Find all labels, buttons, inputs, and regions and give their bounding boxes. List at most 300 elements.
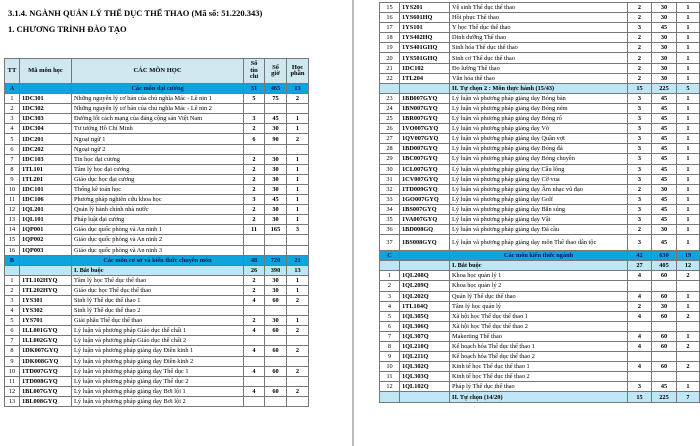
course-row <box>5 275 309 285</box>
course-row <box>5 225 309 235</box>
cell-code: 1YS401GHQ <box>400 43 450 53</box>
cell-code: 1BC007GYQ <box>400 154 450 164</box>
course-row <box>5 164 309 174</box>
cell-credits: 4 <box>628 331 652 341</box>
cell-credits: 2 <box>628 63 652 73</box>
cell-hours: 30 <box>265 275 287 285</box>
cell-hours: 60 <box>265 366 287 376</box>
cell-code: 1YS402HQ <box>400 33 450 43</box>
cell-modules: 21 <box>287 255 309 265</box>
cell-code: 1QL202Q <box>400 291 450 301</box>
cell-tt: 8 <box>5 346 20 356</box>
cell-hours: 45 <box>652 154 677 164</box>
cell-tt: 28 <box>380 144 400 154</box>
cell-credits: 2 <box>244 275 265 285</box>
course-row <box>380 382 700 392</box>
cell-code: 1YS501GHQ <box>400 53 450 63</box>
cell-code: 1QL208Q <box>400 271 450 281</box>
course-row <box>5 114 309 124</box>
cell-credits: 3 <box>628 134 652 144</box>
course-row <box>5 154 309 164</box>
cell-code: 1YS301 <box>20 295 72 305</box>
cell-hours: 30 <box>652 73 677 83</box>
cell-modules: 1 <box>677 225 700 235</box>
course-row <box>5 356 309 366</box>
cell-modules: 1 <box>677 144 700 154</box>
cell-credits: 2 <box>628 53 652 63</box>
cell-hours: 45 <box>652 164 677 174</box>
cell-code: 1QL307Q <box>400 331 450 341</box>
cell-code: 1QV007GYQ <box>400 134 450 144</box>
cell-code: 1LL001GYQ <box>20 326 72 336</box>
cell-course: Tư tưởng Hồ Chí Minh <box>72 124 244 134</box>
cell-tt: 10 <box>380 362 400 372</box>
cell-hours: 30 <box>652 184 677 194</box>
cell-credits: 4 <box>244 295 265 305</box>
course-row <box>5 124 309 134</box>
cell-course: Lý luận và phương pháp giảng dạy Bóng rổ <box>450 114 628 124</box>
cell-hours: 30 <box>652 13 677 23</box>
cell-tt: 5 <box>5 134 20 144</box>
cell-course: Lý luận và phương pháp giảng dạy Đá cầu <box>450 225 628 235</box>
cell-modules: 2 <box>287 94 309 104</box>
cell-modules: 2 <box>287 295 309 305</box>
cell-hours: 45 <box>652 124 677 134</box>
cell-modules <box>287 306 309 316</box>
cell-modules: 1 <box>677 63 700 73</box>
cell-tt: 34 <box>380 204 400 214</box>
header-code: Mã môn học <box>20 59 72 84</box>
cell-modules: 1 <box>287 114 309 124</box>
cell-course: II. Tự chọn (14/20) <box>450 392 628 402</box>
cell-modules: 2 <box>677 271 700 281</box>
cell-course: Những nguyên lý cơ bản của chủ nghĩa Mác - Lê nin 1 <box>72 94 244 104</box>
cell-modules: 1 <box>287 275 309 285</box>
cell-code: 1YS601HQ <box>400 13 450 23</box>
cell-code: 1CV007GYQ <box>400 174 450 184</box>
cell-modules: 2 <box>287 366 309 376</box>
course-row <box>380 214 700 224</box>
cell-hours <box>265 144 287 154</box>
subsection-row <box>380 261 700 271</box>
cell-hours: 45 <box>652 23 677 33</box>
cell-tt: 15 <box>5 235 20 245</box>
cell-code: 1YS302 <box>20 306 72 316</box>
cell-credits: 2 <box>244 154 265 164</box>
cell-tt <box>380 392 400 402</box>
cell-hours <box>265 235 287 245</box>
course-row <box>380 93 700 103</box>
cell-course: Lý luận và phương pháp giảng dạy Vật <box>450 214 628 224</box>
cell-credits <box>628 352 652 362</box>
page-divider <box>352 0 354 446</box>
cell-credits <box>244 376 265 386</box>
cell-modules: 1 <box>677 13 700 23</box>
course-row <box>5 306 309 316</box>
cell-code: 1DC106 <box>20 195 72 205</box>
course-row <box>5 104 309 114</box>
course-row <box>380 73 700 83</box>
cell-course: Lý luận và phương pháp giảng dạy Bắn súng <box>450 204 628 214</box>
cell-code: 1TD007GYQ <box>20 366 72 376</box>
cell-course: Lý luận và phương pháp giảng dạy Âm nhạc vũ đạo <box>450 184 628 194</box>
course-row <box>380 342 700 352</box>
cell-hours: 60 <box>652 271 677 281</box>
cell-credits: 2 <box>244 174 265 184</box>
course-row <box>380 164 700 174</box>
course-row <box>380 114 700 124</box>
cell-code <box>400 251 450 261</box>
course-row <box>5 235 309 245</box>
course-row <box>5 184 309 194</box>
cell-code: 1YS201 <box>400 3 450 13</box>
cell-code: 1QL306Q <box>400 321 450 331</box>
cell-tt: 11 <box>380 372 400 382</box>
cell-course: Lý luận và phương pháp giảng dạy Cầu lông <box>450 164 628 174</box>
cell-code: 1GO007GYQ <box>400 194 450 204</box>
cell-hours <box>265 396 287 406</box>
cell-credits: 15 <box>628 83 652 93</box>
cell-code: 1BN007GYQ <box>400 103 450 113</box>
cell-hours: 45 <box>265 114 287 124</box>
cell-tt <box>380 83 400 93</box>
course-row <box>380 144 700 154</box>
cell-modules: 1 <box>287 164 309 174</box>
course-row <box>5 396 309 406</box>
cell-tt <box>5 265 20 275</box>
cell-hours: 30 <box>265 174 287 184</box>
cell-tt: 5 <box>380 311 400 321</box>
cell-code: 1DC102 <box>400 63 450 73</box>
cell-modules: 2 <box>287 134 309 144</box>
cell-course: II. Tự chọn 2 : Môn thực hành (15/43) <box>450 83 628 93</box>
cell-tt: 10 <box>5 366 20 376</box>
cell-credits <box>628 321 652 331</box>
cell-hours: 405 <box>652 261 677 271</box>
cell-code: 1DC302 <box>20 104 72 114</box>
cell-modules: 1 <box>287 174 309 184</box>
section-heading: 3.1.4. NGÀNH QUẢN LÝ THỂ DỤC THỂ THAO (Mã số: 51.220.343) <box>8 8 263 18</box>
cell-hours: 30 <box>265 205 287 215</box>
course-row <box>5 336 309 346</box>
cell-code: 1TL204 <box>400 73 450 83</box>
cell-hours: 30 <box>652 3 677 13</box>
cell-course: Lý luận và phương pháp giảng dạy Bơi lội 1 <box>72 386 244 396</box>
course-row <box>5 295 309 305</box>
cell-hours <box>652 352 677 362</box>
cell-credits: 4 <box>244 386 265 396</box>
cell-modules <box>287 336 309 346</box>
cell-code: 1DC103 <box>20 154 72 164</box>
cell-course: Giáo dục quốc phòng và An ninh 1 <box>72 225 244 235</box>
table-header <box>5 59 309 84</box>
course-row <box>380 103 700 113</box>
cell-modules: 1 <box>287 195 309 205</box>
cell-course: Thống kê toán học <box>72 184 244 194</box>
cell-course: Các môn kiến thức ngành <box>450 251 628 261</box>
course-row <box>380 372 700 382</box>
cell-course: Giáo dục học đại cương <box>72 174 244 184</box>
cell-modules: 13 <box>287 265 309 275</box>
cell-tt: 6 <box>5 144 20 154</box>
cell-code: 1BL008GYQ <box>20 396 72 406</box>
cell-course: Lý luận và phương pháp giảng dạy Thể dục 2 <box>72 376 244 386</box>
cell-course: Quản lý hành chính nhà nước <box>72 205 244 215</box>
cell-tt: 12 <box>380 382 400 392</box>
cell-course: Quản lý Thể dục thể thao <box>450 291 628 301</box>
course-row <box>380 301 700 311</box>
cell-modules: 1 <box>287 184 309 194</box>
cell-tt: 3 <box>5 114 20 124</box>
cell-course: Kế hoạch hóa Thể dục thể thao 1 <box>450 342 628 352</box>
cell-credits: 6 <box>244 134 265 144</box>
course-row <box>5 346 309 356</box>
cell-course: Pháp luật đại cương <box>72 215 244 225</box>
cell-credits <box>244 396 265 406</box>
cell-credits: 11 <box>244 225 265 235</box>
cell-credits: 2 <box>244 184 265 194</box>
cell-code: 1TL104Q <box>400 301 450 311</box>
cell-hours: 720 <box>265 255 287 265</box>
course-row <box>5 174 309 184</box>
cell-tt: 7 <box>5 336 20 346</box>
course-row <box>380 194 700 204</box>
cell-code: 1QP002 <box>20 235 72 245</box>
cell-hours: 30 <box>265 215 287 225</box>
cell-credits: 3 <box>628 194 652 204</box>
cell-tt: 6 <box>380 321 400 331</box>
cell-code: 1DK007GYQ <box>20 346 72 356</box>
cell-hours: 30 <box>652 301 677 311</box>
cell-modules: 2 <box>287 326 309 336</box>
cell-hours: 30 <box>265 154 287 164</box>
right-table-body <box>380 3 700 403</box>
cell-hours: 45 <box>652 382 677 392</box>
cell-tt: 33 <box>380 194 400 204</box>
cell-tt: 21 <box>380 63 400 73</box>
cell-modules <box>677 352 700 362</box>
cell-hours: 45 <box>652 103 677 113</box>
course-row <box>380 53 700 63</box>
course-row <box>5 326 309 336</box>
cell-hours: 60 <box>265 386 287 396</box>
cell-credits: 4 <box>244 366 265 376</box>
cell-code: 1CL007GYQ <box>400 164 450 174</box>
course-row <box>380 184 700 194</box>
cell-modules: 1 <box>677 114 700 124</box>
cell-credits: 31 <box>244 84 265 94</box>
cell-hours: 30 <box>652 33 677 43</box>
cell-hours: 30 <box>265 164 287 174</box>
cell-modules: 2 <box>677 362 700 372</box>
cell-modules: 3 <box>287 225 309 235</box>
cell-code: 1BS008GYQ <box>400 235 450 251</box>
cell-code <box>400 392 450 402</box>
cell-modules: 1 <box>677 53 700 63</box>
cell-hours: 60 <box>652 342 677 352</box>
cell-code: 1QL101 <box>20 215 72 225</box>
cell-tt: 14 <box>5 225 20 235</box>
cell-credits: 3 <box>628 164 652 174</box>
section-row <box>5 255 309 265</box>
cell-credits: 3 <box>628 174 652 184</box>
cell-modules <box>287 356 309 366</box>
course-row <box>380 271 700 281</box>
cell-tt: 31 <box>380 174 400 184</box>
cell-hours: 60 <box>265 326 287 336</box>
cell-credits: 3 <box>628 93 652 103</box>
cell-code: 1QL102Q <box>400 382 450 392</box>
cell-modules: 12 <box>677 261 700 271</box>
cell-hours: 60 <box>265 346 287 356</box>
cell-credits: 3 <box>244 114 265 124</box>
cell-course: Dinh dưỡng Thể thao <box>450 33 628 43</box>
cell-course: Những nguyên lý cơ bản của chủ nghĩa Mác - Lê nin 2 <box>72 104 244 114</box>
cell-hours: 60 <box>652 311 677 321</box>
course-row <box>5 245 309 255</box>
cell-hours: 45 <box>652 235 677 251</box>
cell-modules <box>287 245 309 255</box>
cell-tt: 1 <box>5 94 20 104</box>
cell-credits: 3 <box>628 235 652 251</box>
course-row <box>380 331 700 341</box>
cell-code: 1VA007GYQ <box>400 214 450 224</box>
cell-hours: 45 <box>652 214 677 224</box>
cell-course: Các môn cơ sở và kiến thức chuyên môn <box>72 255 244 265</box>
cell-course: Tâm lý học quản lý <box>450 301 628 311</box>
cell-course: Ngoại ngữ 1 <box>72 134 244 144</box>
cell-tt: 9 <box>5 174 20 184</box>
cell-course: Kế hoạch hóa Thể dục thể thao 2 <box>450 352 628 362</box>
cell-code: 1QL303Q <box>400 372 450 382</box>
cell-code: 1DK008GYQ <box>20 356 72 366</box>
cell-modules: 1 <box>677 124 700 134</box>
cell-code: 1QL305Q <box>400 311 450 321</box>
cell-hours: 75 <box>265 94 287 104</box>
cell-hours <box>652 372 677 382</box>
cell-modules: 1 <box>677 204 700 214</box>
cell-hours: 45 <box>652 134 677 144</box>
cell-code: 1QL211Q <box>400 352 450 362</box>
cell-code: 1QP003 <box>20 245 72 255</box>
cell-modules: 1 <box>677 235 700 251</box>
cell-modules <box>287 235 309 245</box>
cell-tt: 3 <box>380 291 400 301</box>
cell-code: 1BB007GYQ <box>400 93 450 103</box>
cell-tt: 4 <box>380 301 400 311</box>
cell-credits: 3 <box>628 382 652 392</box>
cell-credits: 15 <box>628 392 652 402</box>
course-row <box>5 215 309 225</box>
course-row <box>5 316 309 326</box>
cell-course: Tin học đại cương <box>72 154 244 164</box>
cell-modules <box>287 144 309 154</box>
cell-course: I. Bắt buộc <box>450 261 628 271</box>
cell-tt: 23 <box>380 93 400 103</box>
course-row <box>5 386 309 396</box>
header-credits: Số tín chỉ <box>244 59 265 84</box>
course-row <box>5 144 309 154</box>
cell-code: 1QL302Q <box>400 362 450 372</box>
course-row <box>380 33 700 43</box>
cell-course: Lý luận và phương pháp Giáo dục thể chất 1 <box>72 326 244 336</box>
cell-tt: 5 <box>5 316 20 326</box>
cell-code: 1BS007GYQ <box>400 204 450 214</box>
cell-hours: 30 <box>265 316 287 326</box>
cell-credits: 3 <box>628 144 652 154</box>
cell-hours: 45 <box>265 195 287 205</box>
cell-modules: 1 <box>677 93 700 103</box>
left-table-body <box>5 59 309 407</box>
subsection-heading: 1. CHƯƠNG TRÌNH ĐÀO TẠO <box>8 24 127 34</box>
cell-credits: 3 <box>628 204 652 214</box>
cell-tt: 20 <box>380 53 400 63</box>
cell-modules: 1 <box>677 3 700 13</box>
cell-course: Lý luận và phương pháp giảng dạy Cờ vua <box>450 174 628 184</box>
course-row <box>5 376 309 386</box>
cell-modules: 5 <box>677 83 700 93</box>
cell-course: Lý luận và phương pháp giảng dạy Bóng đá <box>450 144 628 154</box>
cell-hours <box>265 356 287 366</box>
course-row <box>380 154 700 164</box>
cell-credits: 2 <box>628 184 652 194</box>
cell-tt: 11 <box>5 376 20 386</box>
cell-tt: 4 <box>5 124 20 134</box>
cell-course: Pháp lý Thể dục thể thao <box>450 382 628 392</box>
cell-modules: 1 <box>677 214 700 224</box>
cell-tt: 1 <box>5 275 20 285</box>
cell-hours: 45 <box>652 194 677 204</box>
cell-tt: 2 <box>5 285 20 295</box>
cell-modules: 1 <box>287 215 309 225</box>
cell-credits: 2 <box>628 43 652 53</box>
cell-hours: 30 <box>265 285 287 295</box>
cell-credits <box>244 336 265 346</box>
header-course: CÁC MÔN HỌC <box>72 59 244 84</box>
cell-course: Lý luận và phương pháp giảng dạy Bơi lội 2 <box>72 396 244 406</box>
cell-tt: 13 <box>5 396 20 406</box>
cell-course: Vệ sinh Thể dục thể thao <box>450 3 628 13</box>
cell-credits <box>244 235 265 245</box>
cell-credits <box>244 104 265 114</box>
course-row <box>380 204 700 214</box>
cell-tt: 17 <box>380 23 400 33</box>
cell-credits: 2 <box>628 73 652 83</box>
subsection-row <box>380 83 700 93</box>
cell-modules <box>287 396 309 406</box>
cell-credits: 2 <box>244 285 265 295</box>
cell-code: 1DC303 <box>20 114 72 124</box>
cell-code: 1QL210Q <box>400 342 450 352</box>
course-row <box>380 13 700 23</box>
cell-hours: 45 <box>652 174 677 184</box>
course-row <box>380 23 700 33</box>
cell-modules: 1 <box>677 184 700 194</box>
cell-hours: 30 <box>652 43 677 53</box>
cell-modules: 1 <box>677 194 700 204</box>
cell-hours: 45 <box>652 93 677 103</box>
cell-course: Lý luận và phương pháp giảng dạy Điền kinh 1 <box>72 346 244 356</box>
cell-hours: 60 <box>652 291 677 301</box>
cell-code: 1YS101 <box>400 23 450 33</box>
cell-course: Lý luận và phương pháp giảng dạy Bóng bàn <box>450 93 628 103</box>
cell-course: I. Bắt buộc <box>72 265 244 275</box>
cell-course: Hồi phục Thể thao <box>450 13 628 23</box>
cell-hours: 60 <box>652 331 677 341</box>
cell-tt: 29 <box>380 154 400 164</box>
course-row <box>380 321 700 331</box>
cell-credits: 42 <box>628 251 652 261</box>
